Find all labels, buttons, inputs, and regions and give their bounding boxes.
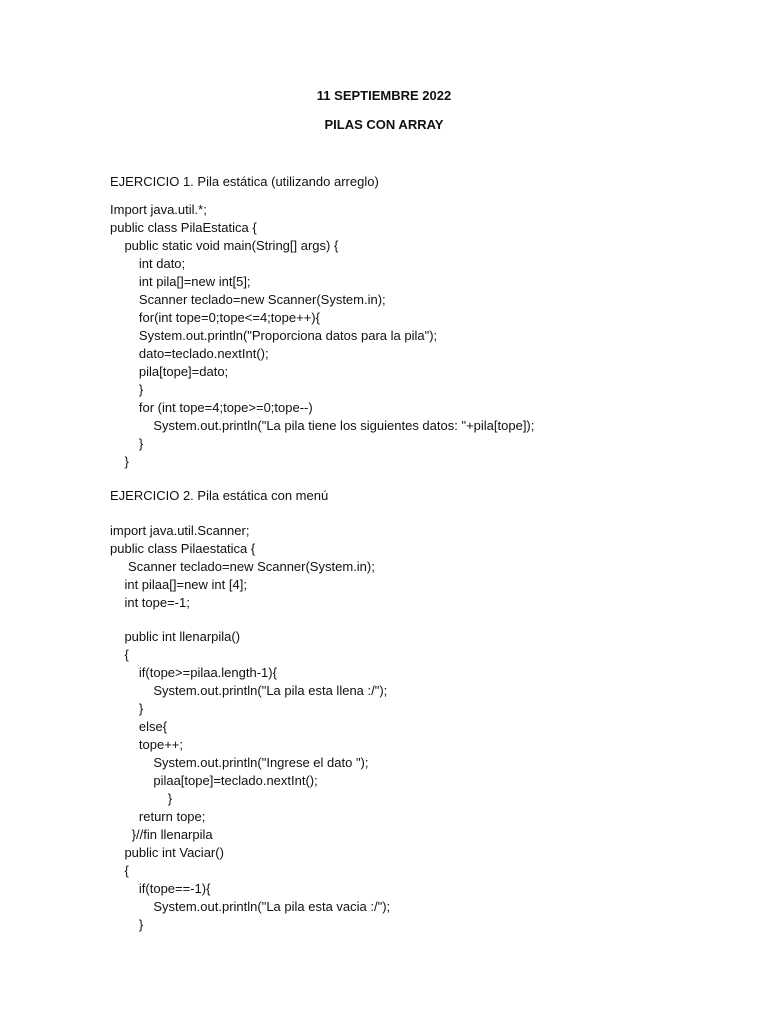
code-line: int tope=-1; [110,595,190,610]
code-line: pila[tope]=dato; [110,364,229,379]
code-line: Scanner teclado=new Scanner(System.in); [110,292,386,307]
code-line: } [110,454,129,469]
code-line: System.out.println("Ingrese el dato "); [110,755,369,770]
code-line: } [110,791,173,806]
exercise-1-heading: EJERCICIO 1. Pila estática (utilizando arreglo) [110,174,379,189]
code-line: System.out.println("Proporciona datos para la pila"); [110,328,438,343]
exercise-2-code-block [110,522,390,934]
code-line: public static void main(String[] args) { [110,238,339,253]
code-line: } [110,701,144,716]
exercise-2-heading: EJERCICIO 2. Pila estática con menú [110,488,329,503]
exercise-1-code-block [110,201,534,471]
code-line: { [110,863,129,878]
code-line: dato=teclado.nextInt(); [110,346,269,361]
code-line: } [110,382,144,397]
code-line: public int Vaciar() [110,845,224,860]
code-line: System.out.println("La pila esta vacia :/"); [110,899,391,914]
document-date: 11 SEPTIEMBRE 2022 [316,88,452,103]
code-line: Scanner teclado=new Scanner(System.in); [110,559,375,574]
code-line: public int llenarpila() [110,629,241,644]
code-line: } [110,436,144,451]
code-line: pilaa[tope]=teclado.nextInt(); [110,773,318,788]
document-title: PILAS CON ARRAY [324,117,444,132]
code-line: return tope; [110,809,206,824]
code-line: }//fin llenarpila [110,827,213,842]
code-line: tope++; [110,737,183,752]
code-line: if(tope>=pilaa.length-1){ [110,665,277,680]
code-line: if(tope==-1){ [110,881,211,896]
code-line: int pilaa[]=new int [4]; [110,577,247,592]
code-line: public class PilaEstatica { [110,220,257,235]
code-line: public class Pilaestatica { [110,541,256,556]
code-line: { [110,647,129,662]
code-line: } [110,917,144,932]
code-line: for (int tope=4;tope>=0;tope--) [110,400,313,415]
code-line: int pila[]=new int[5]; [110,274,251,289]
code-line: System.out.println("La pila tiene los siguientes datos: "+pila[tope]); [110,418,535,433]
code-line: for(int tope=0;tope<=4;tope++){ [110,310,320,325]
code-line: Import java.util.*; [110,202,207,217]
blank-line [110,612,390,628]
code-line: else{ [110,719,168,734]
code-line: import java.util.Scanner; [110,523,250,538]
code-line: int dato; [110,256,186,271]
code-line: System.out.println("La pila esta llena :/"); [110,683,388,698]
